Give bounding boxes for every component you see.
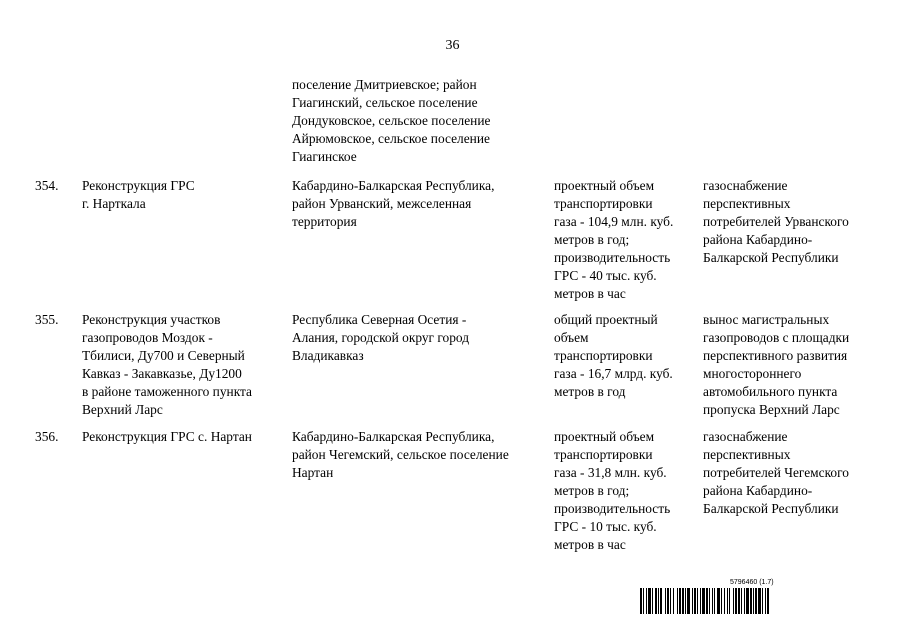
row-356-location: Кабардино-Балкарская Республика, район Чегемский, сельское поселение Нартан xyxy=(292,429,509,480)
row-355-number: 355. xyxy=(35,312,59,327)
row-356-name: Реконструкция ГРС с. Нартан xyxy=(82,429,252,444)
continuation-location: поселение Дмитриевское; район Гиагинский, сельское поселение Дондуковское, сельское поселение Айрюмовское, сельское поселение Гиагинское xyxy=(292,77,491,164)
row-354-location: Кабардино-Балкарская Республика, район Урванский, межселенная территория xyxy=(292,178,495,229)
barcode-icon xyxy=(640,588,858,614)
row-356-number: 356. xyxy=(35,429,59,444)
row-355-name: Реконструкция участков газопроводов Моздок - Тбилиси, Ду700 и Северный Кавказ - Закавказье, Ду1200 в районе таможенного пункта Верхний Ларс xyxy=(82,312,252,417)
row-356-params: проектный объем транспортировки газа - 31,8 млн. куб. метров в год; производительность ГРС - 10 тыс. куб. метров в час xyxy=(554,429,671,552)
row-354-purpose: газоснабжение перспективных потребителей Урванского района Кабардино- Балкарской Республики xyxy=(703,178,849,265)
barcode-label: 5796460 (1.7) xyxy=(730,579,774,586)
row-355-purpose: вынос магистральных газопроводов с площадки перспективного развития многостороннего автомобильного пункта пропуска Верхний Ларс xyxy=(703,312,850,417)
row-356-purpose: газоснабжение перспективных потребителей Чегемского района Кабардино- Балкарской Республики xyxy=(703,429,849,516)
page-number: 36 xyxy=(445,38,460,53)
row-354-number: 354. xyxy=(35,178,59,193)
barcode xyxy=(640,579,858,619)
row-354-name: Реконструкция ГРС г. Нарткала xyxy=(82,178,195,211)
row-355-params: общий проектный объем транспортировки газа - 16,7 млрд. куб. метров в год xyxy=(554,312,673,399)
row-354-params: проектный объем транспортировки газа - 104,9 млн. куб. метров в год; производительность ГРС - 40 тыс. куб. метров в час xyxy=(554,178,674,301)
row-355-location: Республика Северная Осетия - Алания, городской округ город Владикавказ xyxy=(292,312,470,363)
